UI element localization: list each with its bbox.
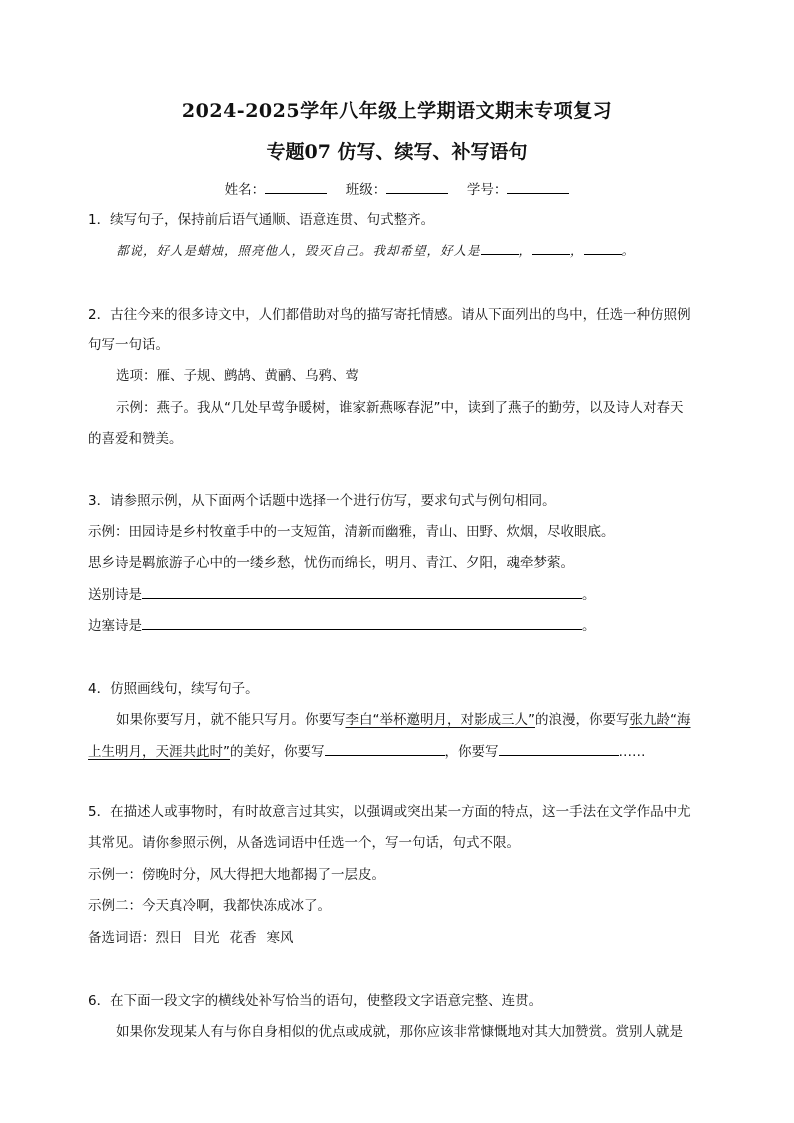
class-label: 班级： — [345, 182, 387, 198]
q2-stem-line1: 2．古往今来的很多诗文中，人们都借助对鸟的描写寄托情感。请从下面列出的鸟中，任选一种仿照例 — [88, 307, 691, 323]
q2-example-line1: 示例：燕子。我从“几处早莺争暖树，谁家新燕啄春泥”中，读到了燕子的勤劳，以及诗人对春天 — [116, 400, 684, 416]
q3-example: 示例：田园诗是乡村牧童手中的一支短笛，清新而幽雅，青山、田野、炊烟，尽收眼底。 — [88, 524, 615, 540]
q3-topic1-row — [88, 583, 596, 603]
q4-underlined-1: 李白“举杯邀明月，对影成三人” — [345, 712, 535, 728]
q5-word: 寒风 — [266, 930, 294, 946]
document-subtitle: 专题07 仿写、续写、补写语句 — [266, 141, 528, 163]
q3-topic2-blank[interactable] — [142, 616, 582, 630]
q2-options: 选项：雁、子规、鹧鸪、黄鹂、乌鸦、莺 — [116, 368, 359, 384]
q5-words-row — [88, 926, 294, 946]
q1-end: 。 — [621, 243, 636, 258]
q4-blank-1[interactable] — [325, 742, 445, 756]
q5-stem-line2: 其常见。请你参照示例，从备选词语中任选一个，写一句话，句式不限。 — [88, 835, 520, 851]
q2-example-line2: 的喜爱和赞美。 — [88, 431, 183, 447]
q1-blank-1[interactable] — [481, 241, 519, 255]
q4-text-c: 的美好，你要写 — [230, 744, 325, 760]
id-blank[interactable] — [507, 180, 569, 194]
q4-line2 — [88, 740, 646, 760]
q4-ellipsis: …… — [618, 744, 646, 760]
q1-text: 都说，好人是蜡烛，照亮他人，毁灭自己。我却希望，好人是 — [116, 243, 481, 258]
name-label: 姓名： — [224, 182, 266, 198]
q3-topic2-end: 。 — [582, 618, 596, 634]
q5-example2: 示例二：今天真冷啊，我都快冻成冰了。 — [88, 898, 331, 914]
q3-topic1-label: 送别诗是 — [88, 587, 142, 603]
document-title: 2024-2025学年八年级上学期语文期末专项复习 — [181, 100, 613, 122]
q3-example2: 思乡诗是羁旅游子心中的一缕乡愁，忧伤而绵长，明月、青江、夕阳，魂牵梦萦。 — [88, 555, 574, 571]
q4-text-d: ，你要写 — [444, 744, 499, 760]
q3-topic1-blank[interactable] — [142, 585, 582, 599]
q3-topic1-end: 。 — [582, 587, 596, 603]
q1-stem: 1．续写句子，保持前后语气通顺、语意连贯、句式整齐。 — [88, 212, 435, 228]
q3-topic2-label: 边塞诗是 — [88, 618, 142, 634]
q1-sep-2: ， — [570, 243, 584, 258]
q5-word: 烈日 — [155, 930, 183, 946]
student-info-row — [0, 178, 794, 198]
q2-stem-line2: 句写一句话。 — [88, 337, 169, 353]
q4-text-a: 如果你要写月，就不能只写月。你要写 — [116, 712, 346, 728]
q1-sentence — [116, 241, 635, 259]
q1-blank-3[interactable] — [584, 241, 622, 255]
q6-stem: 6．在下面一段文字的横线处补写恰当的语句，使整段文字语意完整、连贯。 — [88, 993, 543, 1009]
class-blank[interactable] — [386, 180, 448, 194]
q6-text: 如果你发现某人有与你自身相似的优点或成就，那你应该非常慷慨地对其大加赞赏。赏别人就是 — [116, 1024, 683, 1040]
q1-sep-1: ， — [518, 243, 533, 258]
id-label: 学号： — [466, 182, 508, 198]
q5-word: 目光 — [192, 930, 220, 946]
q4-blank-2[interactable] — [499, 742, 619, 756]
q4-underlined-2b: 上生明月，天涯共此时” — [88, 744, 230, 760]
q3-stem: 3．请参照示例，从下面两个话题中选择一个进行仿写，要求句式与例句相同。 — [88, 493, 556, 509]
q5-example1: 示例一：傍晚时分，风大得把大地都揭了一层皮。 — [88, 867, 385, 883]
q4-underlined-2a: 张九龄“海 — [629, 712, 691, 728]
q5-word: 花香 — [229, 930, 257, 946]
q4-stem: 4．仿照画线句，续写句子。 — [88, 681, 259, 697]
q5-words-label: 备选词语： — [88, 930, 156, 946]
q4-text-b: 的浪漫，你要写 — [535, 712, 630, 728]
q5-stem-line1: 5．在描述人或事物时，有时故意言过其实，以强调或突出某一方面的特点，这一手法在文学作品中尤 — [88, 804, 691, 820]
q4-line1 — [116, 708, 691, 728]
q1-blank-2[interactable] — [532, 241, 570, 255]
q3-topic2-row — [88, 614, 596, 634]
name-blank[interactable] — [265, 180, 327, 194]
